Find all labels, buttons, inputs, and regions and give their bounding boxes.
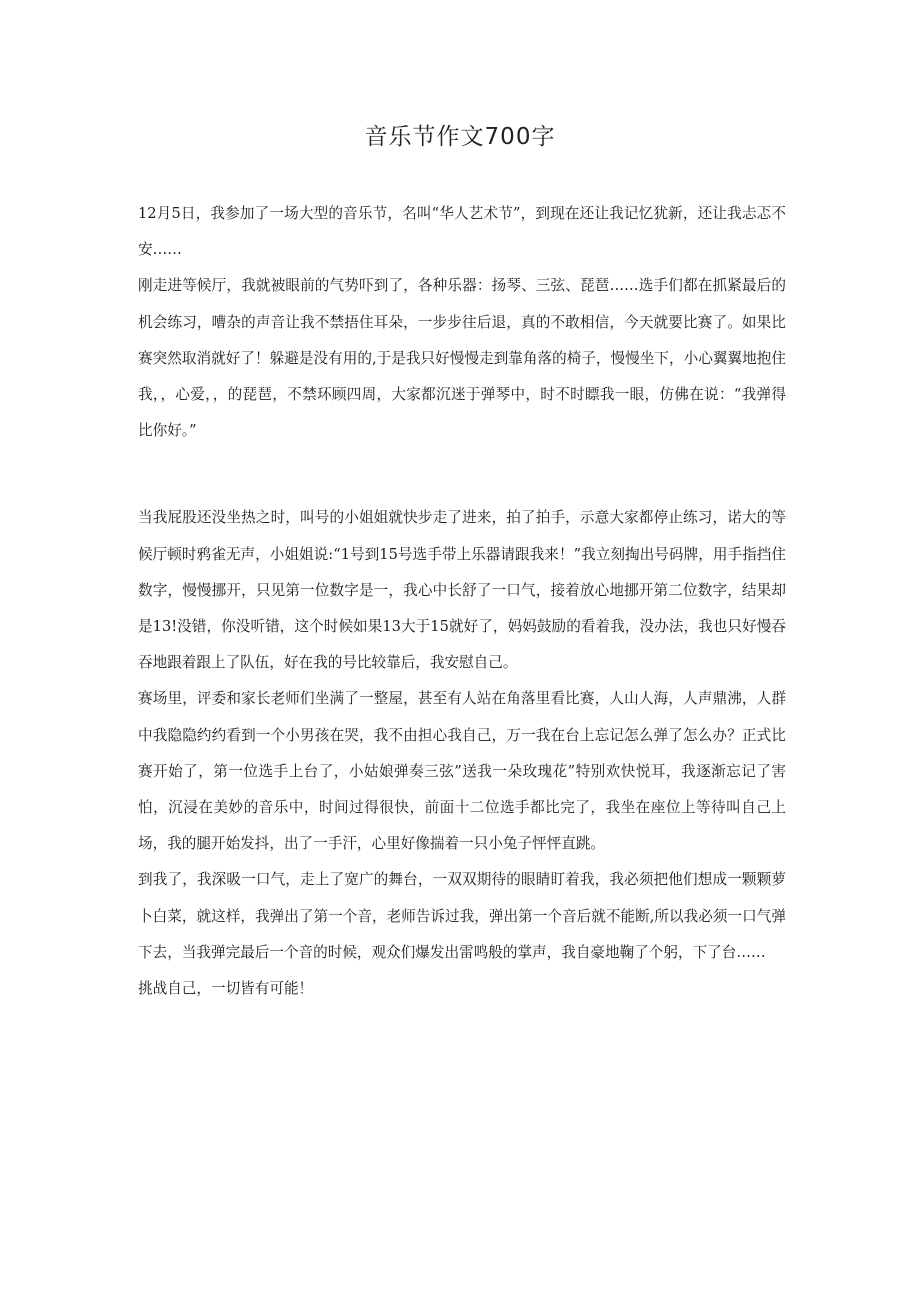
document-body <box>138 196 786 1007</box>
paragraph-6: 挑战自己，一切皆有可能！ <box>138 980 314 998</box>
paragraph-3: 当我屁股还没坐热之时，叫号的小姐姐就快步走了进来，拍了拍手，示意大家都停止练习，诺大的等候厅顿时鸦雀无声，小姐姐说:“1号到15号选手带上乐器请跟我来！”我立刻掏出号码牌，用手指挡住数字，慢慢挪开，只见第一位数字是一，我心中长舒了一口气，接着放心地挪开第二位数字，结果却是13!没错，你没听错，这个时候如果13大于15就好了，妈妈鼓励的看着我，没办法，我也只好慢吞吞地跟着跟上了队伍，好在我的号比较靠后，我安慰自己。 <box>138 509 786 672</box>
paragraph-spacer <box>138 449 786 500</box>
paragraph-2: 刚走进等候厅，我就被眼前的气势吓到了，各种乐器：扬琴、三弦、琵琶……选手们都在抓紧最后的机会练习，嘈杂的声音让我不禁捂住耳朵，一步步往后退，真的不敢相信，今天就要比赛了。如果比赛突然取消就好了！躲避是没有用的,于是我只好慢慢走到靠角落的椅子，慢慢坐下，小心翼翼地抱住我，，心爱，，的琵琶，不禁环顾四周，大家都沉迷于弹琴中，时不时瞟我一眼，仿佛在说：“我弹得比你好。” <box>138 277 786 440</box>
paragraph-1: 12月5日，我参加了一场大型的音乐节，名叫“华人艺术节”，到现在还让我记忆犹新，还让我忐忑不安…… <box>138 205 786 259</box>
document-title: 音乐节作文700字 <box>364 124 556 150</box>
paragraph-4: 赛场里，评委和家长老师们坐满了一整屋，甚至有人站在角落里看比赛，人山人海，人声鼎沸，人群中我隐隐约约看到一个小男孩在哭，我不由担心我自己，万一我在台上忘记怎么弹了怎么办？正式比赛开始了，第一位选手上台了，小姑娘弹奏三弦”送我一朵玫瑰花”特别欢快悦耳，我逐渐忘记了害怕，沉浸在美妙的音乐中，时间过得很快，前面十二位选手都比完了，我坐在座位上等待叫自己上场，我的腿开始发抖，出了一手汗，心里好像揣着一只小兔子怦怦直跳。 <box>138 690 786 853</box>
paragraph-5: 到我了，我深吸一口气，走上了宽广的舞台，一双双期待的眼睛盯着我，我必须把他们想成一颗颗萝卜白菜，就这样，我弹出了第一个音，老师告诉过我，弹出第一个音后就不能断,所以我必须一口气弹下去，当我弹完最后一个音的时候，观众们爆发出雷鸣般的掌声，我自豪地鞠了个躬，下了台…… <box>138 871 786 961</box>
